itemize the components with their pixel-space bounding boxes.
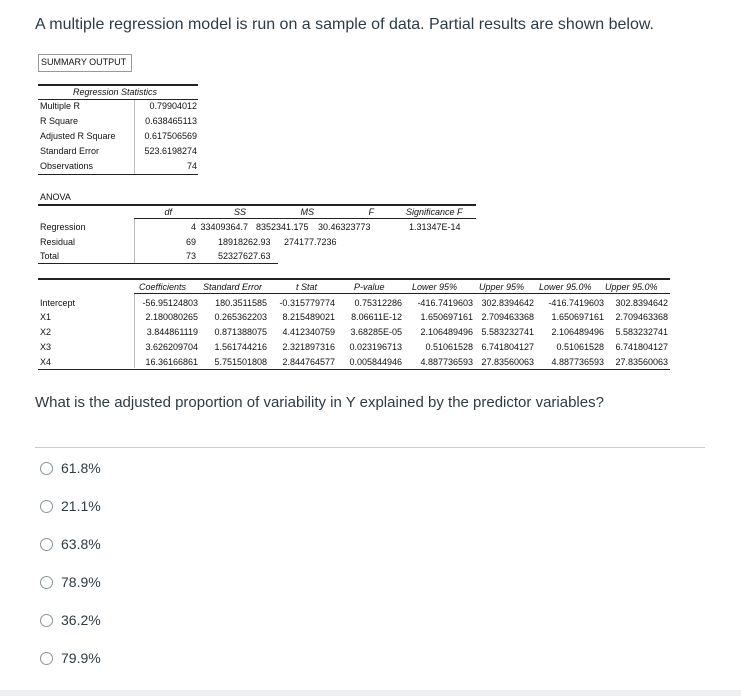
lower-95-0: -416.7419603 [548, 298, 604, 308]
anova-header: F [368, 207, 374, 217]
lower-95: 2.106489496 [420, 327, 473, 337]
coef-top-rule [38, 278, 670, 280]
coef-value: 2.180080265 [145, 312, 198, 322]
std-error: 5.751501808 [214, 357, 267, 367]
answer-option[interactable] [40, 496, 101, 516]
anova-label: ANOVA [40, 192, 71, 202]
coef-row-label: X3 [40, 342, 52, 352]
anova-bottom-rule [38, 263, 278, 264]
p-value: 0.005844946 [349, 357, 402, 367]
upper-95: 6.741804127 [481, 342, 534, 352]
answer-option-label: 21.1% [61, 498, 101, 514]
anova-header: MS [300, 207, 314, 217]
lower-95: 1.650697161 [420, 312, 473, 322]
reg-stat-label: R Square [40, 116, 79, 126]
answer-option[interactable] [40, 610, 101, 630]
std-error: 0.871388075 [214, 327, 267, 337]
reg-stat-label: Multiple R [40, 101, 81, 111]
coef-header-rule [134, 293, 670, 294]
std-error: 180.3511585 [215, 298, 267, 308]
upper-95-0: 302.8394642 [615, 298, 668, 308]
upper-95: 27.83560063 [481, 357, 534, 367]
coef-value: 3.844861119 [146, 327, 198, 337]
upper-95: 2.709463368 [481, 312, 534, 322]
t-stat: 8.215489021 [282, 312, 335, 322]
anova-ms: 274177.7236 [284, 237, 337, 247]
coef-value: 16.36166861 [145, 357, 198, 367]
coef-header: Upper 95.0% [605, 282, 658, 292]
coef-row-label: Intercept [40, 298, 76, 308]
reg-stat-value: 0.638465113 [145, 116, 197, 126]
answer-option-label: 78.9% [61, 574, 101, 590]
reg-stats-top-rule [38, 84, 198, 86]
radio-button[interactable] [40, 500, 53, 513]
p-value: 0.75312286 [354, 298, 402, 308]
reg-stats-col-divider [134, 100, 135, 174]
coef-value: -56.95124803 [142, 298, 198, 308]
reg-stat-value: 74 [186, 161, 197, 171]
coef-value: 3.626209704 [145, 342, 198, 352]
upper-95-0: 6.741804127 [615, 342, 668, 352]
t-stat: 4.412340759 [282, 327, 335, 337]
t-stat: 2.321897316 [282, 342, 335, 352]
coef-row-label: X1 [40, 312, 52, 322]
anova-ms: 8352341.175 [256, 222, 309, 232]
radio-button[interactable] [40, 538, 53, 551]
reg-stats-header: Regression Statistics [73, 87, 158, 97]
reg-stats-header-rule [38, 99, 198, 100]
reg-stat-label: Standard Error [40, 146, 100, 156]
answer-option[interactable] [40, 572, 101, 592]
radio-button[interactable] [40, 462, 53, 475]
upper-95: 302.8394642 [481, 298, 534, 308]
lower-95-0: 4.887736593 [551, 357, 604, 367]
lower-95: -416.7419603 [417, 298, 473, 308]
anova-row-label: Residual [40, 237, 76, 247]
anova-sig-f: 1.31347E-14 [409, 222, 461, 232]
radio-button[interactable] [40, 614, 53, 627]
reg-stat-label: Observations [40, 161, 94, 171]
upper-95-0: 27.83560063 [615, 357, 668, 367]
lower-95-0: 2.106489496 [551, 327, 604, 337]
anova-col-divider [134, 219, 135, 263]
coef-header: Lower 95.0% [539, 282, 592, 292]
answer-option[interactable] [40, 534, 101, 554]
coef-header: Lower 95% [412, 282, 458, 292]
coef-header: Coefficients [139, 282, 187, 292]
coef-header: Standard Error [203, 282, 263, 292]
question-prompt: What is the adjusted proportion of variability in Y explained by the predictor variables? [35, 394, 604, 411]
anova-header-rule [134, 218, 476, 219]
anova-ss: 52327627.63 [218, 251, 271, 261]
upper-95-0: 2.709463368 [615, 312, 668, 322]
reg-stats-bottom-rule [38, 174, 198, 175]
upper-95-0: 5.583232741 [615, 327, 668, 337]
anova-ss: 18918262.93 [218, 237, 271, 247]
std-error: 1.561744216 [214, 342, 267, 352]
std-error: 0.265362203 [214, 312, 267, 322]
answer-option[interactable] [40, 458, 101, 478]
reg-stat-value: 0.617506569 [144, 131, 197, 141]
footer-bar [0, 690, 741, 696]
lower-95: 0.51061528 [425, 342, 473, 352]
radio-button[interactable] [40, 576, 53, 589]
anova-row-label: Regression [40, 222, 86, 232]
coef-bottom-rule [38, 369, 670, 370]
anova-f: 30.46323773 [318, 222, 371, 232]
regression-output-image [38, 54, 670, 372]
anova-row-label: Total [40, 251, 60, 261]
options-divider [35, 447, 705, 448]
anova-ss: 33409364.7 [200, 222, 248, 232]
coef-header: Upper 95% [479, 282, 525, 292]
answer-option-label: 61.8% [61, 460, 101, 476]
anova-df: 73 [185, 251, 196, 261]
answer-option-label: 36.2% [61, 612, 101, 628]
anova-header: Significance F [406, 207, 463, 217]
anova-df: 69 [185, 237, 196, 247]
coef-row-label: X4 [40, 357, 52, 367]
p-value: 8.06611E-12 [351, 312, 402, 322]
upper-95: 5.583232741 [481, 327, 534, 337]
reg-stat-value: 0.79904012 [149, 101, 197, 111]
question-intro: A multiple regression model is run on a sample of data. Partial results are shown below. [35, 16, 654, 33]
p-value: 3.68285E-05 [350, 327, 402, 337]
reg-stat-label: Adjusted R Square [40, 131, 116, 141]
lower-95-0: 0.51061528 [556, 342, 604, 352]
p-value: 0.023196713 [349, 342, 402, 352]
answer-option-label: 63.8% [61, 536, 101, 552]
answer-option-label: 79.9% [61, 650, 101, 666]
reg-stat-value: 523.6198274 [144, 146, 197, 156]
answer-option[interactable] [40, 648, 101, 668]
anova-header: df [164, 207, 172, 217]
coef-row-label: X2 [40, 327, 52, 337]
coef-header: P-value [354, 282, 385, 292]
lower-95: 4.887736593 [420, 357, 473, 367]
lower-95-0: 1.650697161 [551, 312, 604, 322]
coef-header: t Stat [296, 282, 318, 292]
anova-header: SS [233, 207, 246, 217]
t-stat: -0.315779774 [279, 298, 335, 308]
summary-label: SUMMARY OUTPUT [41, 57, 127, 67]
radio-button[interactable] [40, 652, 53, 665]
anova-df: 4 [190, 222, 196, 232]
anova-top-rule [38, 204, 476, 206]
t-stat: 2.844764577 [282, 357, 335, 367]
